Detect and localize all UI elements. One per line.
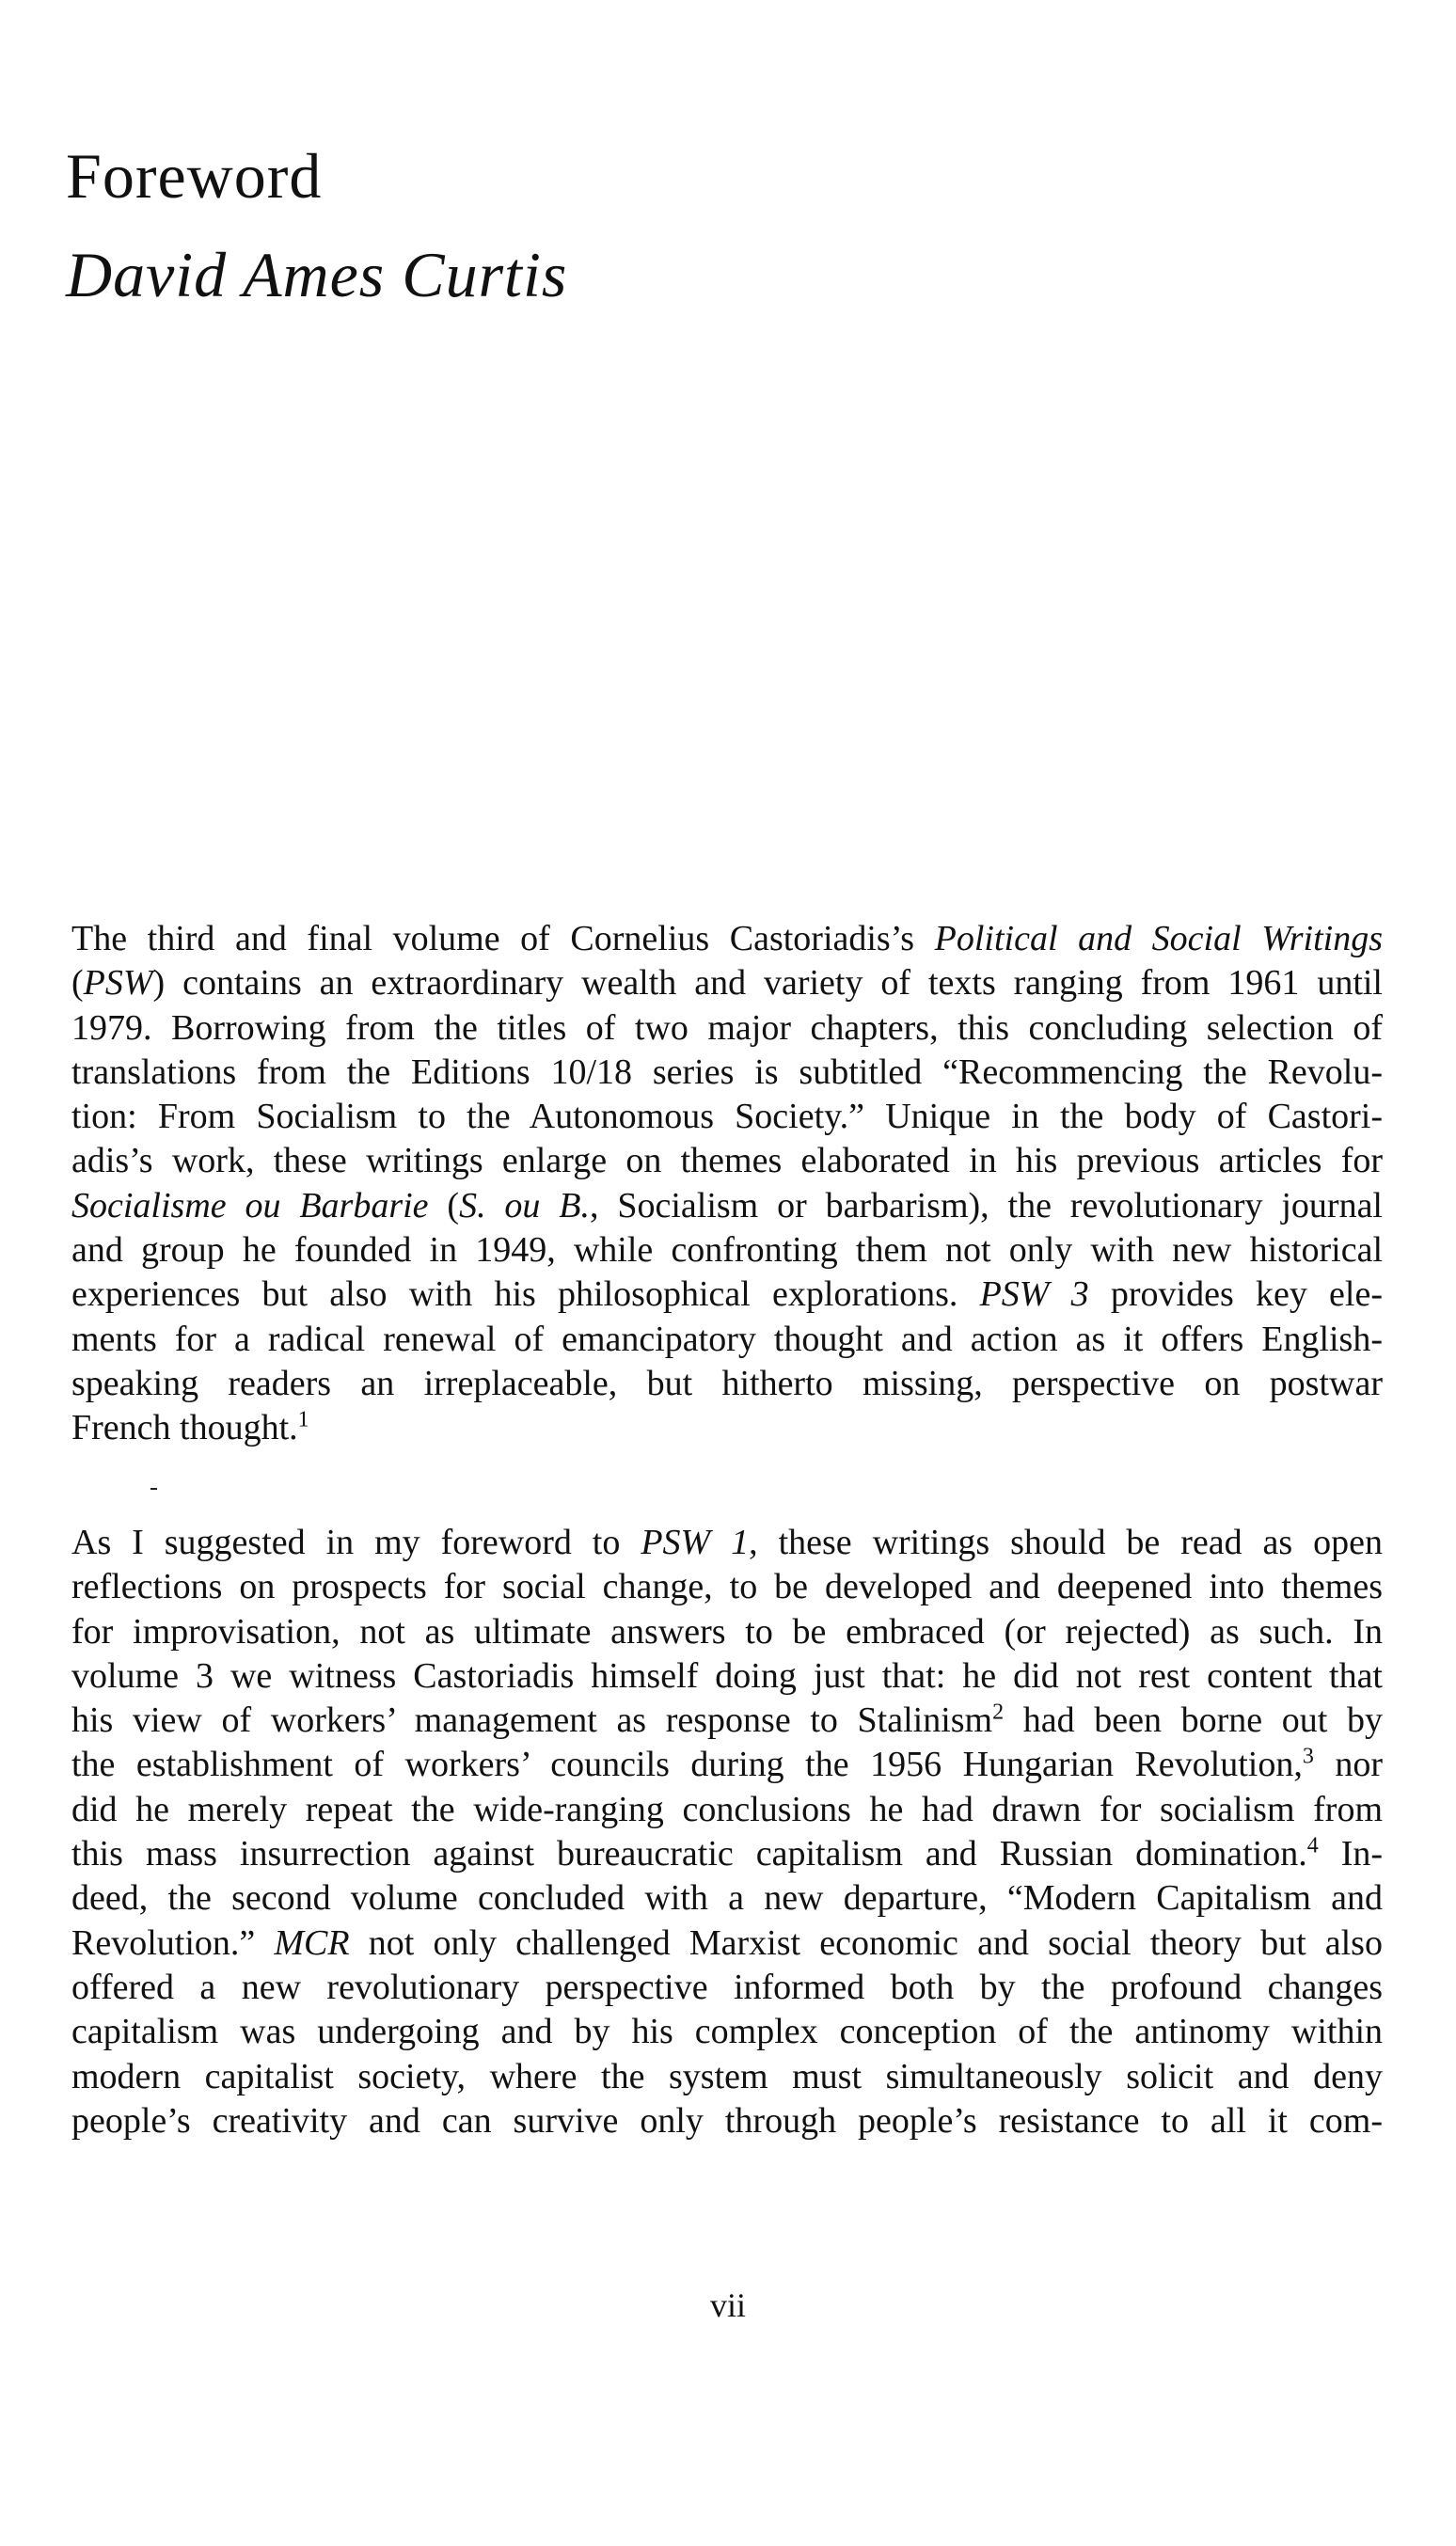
paragraph-2 bbox=[71, 1521, 1383, 2143]
text-line: and group he founded in 1949, while confronting them not only with new historical bbox=[71, 1230, 1383, 1271]
text-line: experiences but also with his philosophical explorations. PSW 3 provides key ele- bbox=[71, 1274, 1383, 1315]
text-line: adis’s work, these writings enlarge on themes elaborated in his previous articles for bbox=[71, 1141, 1383, 1181]
text-line: for improvisation, not as ultimate answers to be embraced (or rejected) as such. In bbox=[71, 1611, 1383, 1652]
text-line: offered a new revolutionary perspective informed both by the profound changes bbox=[71, 1967, 1383, 2007]
chapter-title: Foreword bbox=[66, 140, 323, 212]
text-line: people’s creativity and can survive only through people’s resistance to all it com- bbox=[71, 2100, 1383, 2141]
text-line: tion: From Socialism to the Autonomous Society.” Unique in the body of Castori- bbox=[71, 1097, 1383, 1137]
abbreviation: PSW 3 bbox=[979, 1274, 1089, 1315]
book-title: Political and Social Writings bbox=[934, 919, 1383, 958]
text-line: ments for a radical renewal of emancipatory thought and action as it offers English- bbox=[71, 1319, 1383, 1359]
stray-mark bbox=[150, 1488, 157, 1490]
text-line: As I suggested in my foreword to PSW 1, these writings should be read as open bbox=[71, 1523, 1383, 1562]
text-line: deed, the second volume concluded with a new departure, “Modern Capitalism and bbox=[71, 1878, 1383, 1919]
text-line: capitalism was undergoing and by his complex conception of the antinomy within bbox=[71, 2012, 1383, 2052]
text-line: The third and final volume of Cornelius Castoriadis’s Political and Social Writings bbox=[71, 919, 1383, 958]
abbreviation: S. ou B. bbox=[459, 1185, 590, 1226]
text-line: did he merely repeat the wide-ranging conclusions he had drawn for socialism from bbox=[71, 1789, 1383, 1829]
footnote-ref[interactable]: 1 bbox=[297, 1407, 309, 1432]
text-line: (PSW) contains an extraordinary wealth and variety of texts ranging from 1961 until bbox=[71, 963, 1383, 1004]
paragraph-1 bbox=[71, 917, 1383, 1451]
abbreviation: PSW bbox=[83, 963, 153, 1004]
text-line: 1979. Borrowing from the titles of two major chapters, this concluding selection of bbox=[71, 1007, 1383, 1048]
chapter-author: David Ames Curtis bbox=[66, 239, 568, 310]
text-line: translations from the Editions 10/18 series is subtitled “Recommencing the Revolu- bbox=[71, 1052, 1383, 1092]
footnote-ref[interactable]: 4 bbox=[1306, 1833, 1319, 1858]
text-line: reflections on prospects for social change, to be developed and deepened into themes bbox=[71, 1567, 1383, 1607]
abbreviation: MCR bbox=[274, 1922, 350, 1963]
text-line: modern capitalist society, where the system must simultaneously solicit and deny bbox=[71, 2056, 1383, 2096]
text-line: Socialisme ou Barbarie (S. ou B., Socialism or barbarism), the revolutionary journal bbox=[71, 1185, 1383, 1226]
text-line: his view of workers’ management as response to Stalinism$^2$ had been borne out by bbox=[71, 1700, 1383, 1741]
footnote-ref[interactable]: 2 bbox=[992, 1700, 1005, 1725]
text-line: this mass insurrection against bureaucratic capitalism and Russian domination.$^4$ In- bbox=[71, 1833, 1384, 1874]
abbreviation: PSW 1 bbox=[641, 1523, 750, 1562]
text-line: French thought.$^1$ bbox=[71, 1407, 309, 1448]
text-line: the establishment of workers’ councils during the 1956 Hungarian Revolution,$^3$ nor bbox=[71, 1744, 1383, 1785]
text-line: Revolution.” MCR not only challenged Marxist economic and social theory but also bbox=[71, 1922, 1383, 1963]
footnote-ref[interactable]: 3 bbox=[1302, 1744, 1314, 1769]
journal-title: Socialisme ou Barbarie bbox=[71, 1185, 429, 1226]
page-number: vii bbox=[709, 2286, 746, 2324]
text-line: volume 3 we witness Castoriadis himself doing just that: he did not rest content that bbox=[71, 1655, 1383, 1696]
text-line: speaking readers an irreplaceable, but hitherto missing, perspective on postwar bbox=[71, 1363, 1383, 1403]
